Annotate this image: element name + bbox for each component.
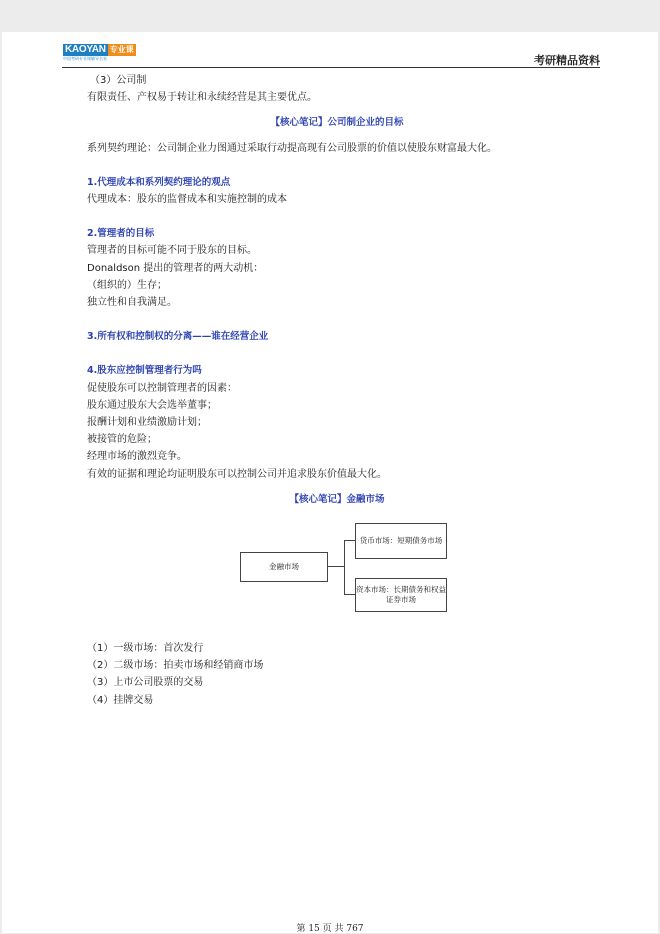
text-line: 独立性和自我满足。 bbox=[87, 297, 177, 309]
text-line: 报酬计划和业绩激励计划； bbox=[87, 417, 207, 429]
text-line: 股东通过股东大会选举董事； bbox=[87, 399, 217, 411]
market-list-item: （1）一级市场：首次发行 bbox=[87, 643, 204, 655]
diagram-capital-market-label: 资本市场：长期债务和权益证券市场 bbox=[356, 585, 446, 605]
logo-sub-text: 专业课 bbox=[109, 45, 134, 54]
diagram-money-market-box bbox=[355, 523, 447, 559]
text-line: 被接管的危险； bbox=[87, 434, 157, 446]
diagram-money-market-label: 货币市场：短期债务市场 bbox=[359, 536, 443, 546]
connector-line bbox=[327, 566, 344, 567]
heading-ownership-control: 3.所有权和控制权的分离——谁在经营企业 bbox=[87, 331, 269, 343]
text-line: 经理市场的激烈竞争。 bbox=[87, 451, 187, 463]
logo-tagline: 中国考研专业课辅导名家 bbox=[63, 56, 107, 61]
connector-line bbox=[344, 540, 355, 541]
market-list-item: （2）二级市场：拍卖市场和经销商市场 bbox=[87, 660, 264, 672]
text-line: 系列契约理论：公司制企业力图通过采取行动提高现有公司股票的价值以使股东财富最大化。 bbox=[87, 142, 497, 154]
market-list-item: （3）上市公司股票的交易 bbox=[87, 677, 204, 689]
text-line: 有限责任、产权易于转让和永续经营是其主要优点。 bbox=[87, 92, 317, 104]
page-number: 第 15 页 共 767 bbox=[296, 924, 364, 934]
text-line: Donaldson 提出的管理者的两大动机： bbox=[87, 262, 264, 274]
diagram-root-box bbox=[240, 552, 328, 582]
heading-agency-cost: 1.代理成本和系列契约理论的观点 bbox=[87, 176, 231, 188]
diagram-capital-market-box bbox=[355, 578, 447, 612]
text-line: 促使股东可以控制管理者的因素： bbox=[87, 382, 237, 394]
connector-line bbox=[344, 594, 355, 595]
diagram-root-label: 金融市场 bbox=[269, 562, 299, 572]
text-line: 管理者的目标可能不同于股东的目标。 bbox=[87, 245, 257, 257]
text-line: （组织的）生存； bbox=[87, 279, 167, 291]
header-divider bbox=[62, 67, 600, 68]
text-line: 有效的证据和理论均证明股东可以控制公司并追求股东价值最大化。 bbox=[87, 468, 387, 480]
logo-main-text: KAOYAN bbox=[65, 44, 106, 55]
header-title: 考研精品资料 bbox=[534, 54, 600, 67]
section-title-financial-market: 【核心笔记】金融市场 bbox=[289, 493, 385, 505]
text-line: （3）公司制 bbox=[90, 75, 147, 86]
kaoyan-logo bbox=[63, 44, 139, 62]
text-line: 代理成本：股东的监督成本和实施控制的成本 bbox=[87, 194, 287, 206]
market-list-item: （4）挂牌交易 bbox=[87, 694, 154, 706]
section-title-corp-goal: 【核心笔记】公司制企业的目标 bbox=[270, 117, 404, 129]
heading-manager-goal: 2.管理者的目标 bbox=[87, 228, 155, 240]
heading-shareholder-control: 4.股东应控制管理者行为吗 bbox=[87, 365, 202, 377]
page-content bbox=[87, 72, 587, 709]
market-list bbox=[87, 640, 587, 709]
financial-market-diagram bbox=[87, 516, 587, 640]
connector-line bbox=[344, 540, 345, 594]
